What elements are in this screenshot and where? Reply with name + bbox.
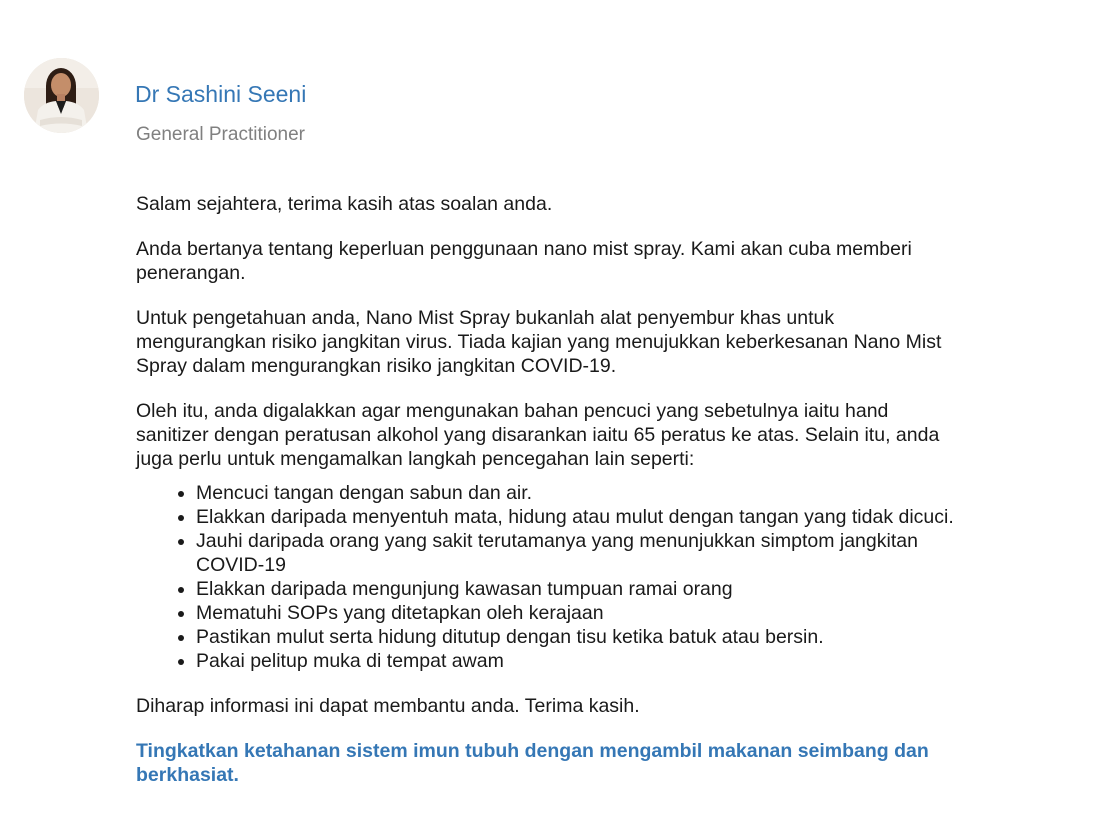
doctor-name[interactable]: Dr Sashini Seeni — [135, 81, 307, 107]
list-item: • Mematuhi SOPs yang ditetapkan oleh kerajaan — [196, 601, 966, 625]
list-item: • Jauhi daripada orang yang sakit terutamanya yang menunjukkan simptom jangkitan COVID-19 — [196, 529, 966, 577]
list-item: • Pakai pelitup muka di tempat awam — [196, 649, 966, 673]
list-item: • Pastikan mulut serta hidung ditutup dengan tisu ketika batuk atau bersin. — [196, 625, 966, 649]
greeting-paragraph: Salam sejahtera, terima kasih atas soalan anda. — [136, 193, 553, 215]
avatar — [24, 58, 99, 133]
prevention-tips-list — [136, 481, 966, 673]
list-item: • Elakkan daripada mengunjung kawasan tumpuan ramai orang — [196, 577, 966, 601]
info-paragraph: Untuk pengetahuan anda, Nano Mist Spray bukanlah alat penyembur khas untuk mengurangkan risiko jangkitan virus. Tiada kajian yang menujukkan keberkesanan Nano Mist Spray dalam mengurangkan risiko jangkitan COVID-19. — [136, 307, 942, 377]
doctor-title: General Practitioner — [136, 124, 305, 145]
advice-paragraph: Oleh itu, anda digalakkan agar mengunakan bahan pencuci yang sebetulnya iaitu hand sanitizer dengan peratusan alkohol yang disarankan iaitu 65 peratus ke atas. Selain itu, anda juga perlu untuk mengamalkan langkah pencegahan lain seperti: — [136, 400, 940, 470]
list-item: • Elakkan daripada menyentuh mata, hidung atau mulut dengan tangan yang tidak dicuci. — [196, 505, 966, 529]
answer-body — [136, 192, 966, 787]
doctor-portrait-image — [24, 58, 99, 133]
intro-paragraph: Anda bertanya tentang keperluan penggunaan nano mist spray. Kami akan cuba memberi penerangan. — [136, 238, 912, 284]
health-tip-highlight: Tingkatkan ketahanan sistem imun tubuh dengan mengambil makanan seimbang dan berkhasiat. — [136, 740, 929, 786]
list-item: • Mencuci tangan dengan sabun dan air. — [196, 481, 966, 505]
closing-paragraph: Diharap informasi ini dapat membantu anda. Terima kasih. — [136, 695, 640, 717]
